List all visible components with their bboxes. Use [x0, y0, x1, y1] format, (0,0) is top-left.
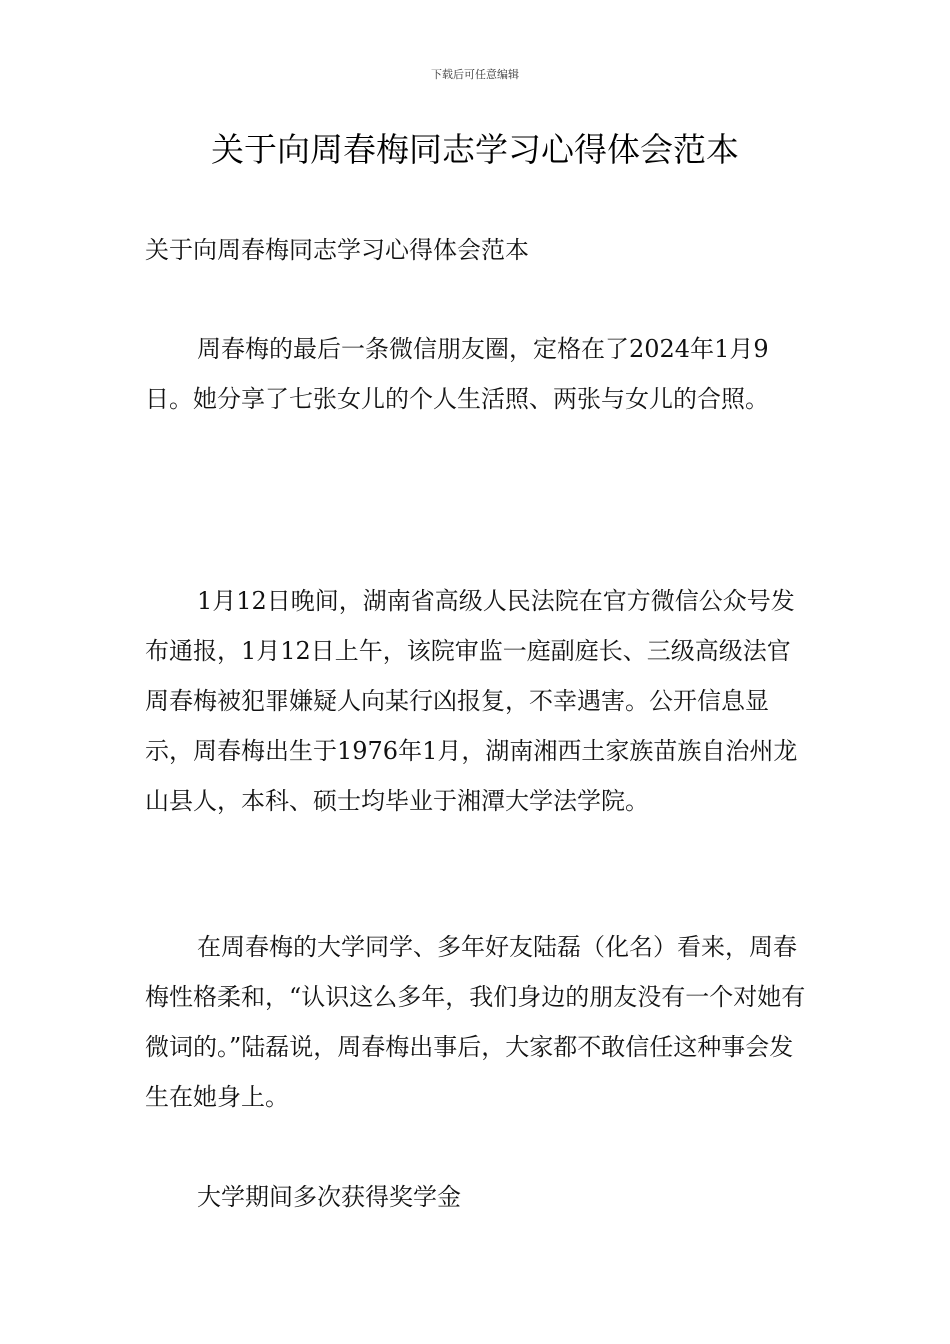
section-heading: 大学期间多次获得奖学金 — [197, 1183, 461, 1211]
paragraph-3: 在周春梅的大学同学、多年好友陆磊（化名）看来，周春梅性格柔和，“认识这么多年，我们身边的朋友没有一个对她有微词的。”陆磊说，周春梅出事后，大家都不敢信任这种事会发生在她身上。 — [145, 933, 806, 1111]
header-note: 下载后可任意编辑 — [431, 68, 519, 81]
paragraph-1: 周春梅的最后一条微信朋友圈，定格在了2024年1月9日。她分享了七张女儿的个人生活照、两张与女儿的合照。 — [145, 335, 769, 413]
paragraph-2: 1月12日晚间，湖南省高级人民法院在官方微信公众号发布通报，1月12日上午，该院审监一庭副庭长、三级高级法官周春梅被犯罪嫌疑人向某行凶报复，不幸遇害。公开信息显示，周春梅出生于1976年1月，湖南湘西土家族苗族自治州龙山县人，本科、硕士均毕业于湘潭大学法学院。 — [145, 587, 798, 815]
document-subtitle: 关于向周春梅同志学习心得体会范本 — [145, 236, 529, 264]
document-title: 关于向周春梅同志学习心得体会范本 — [211, 130, 739, 169]
